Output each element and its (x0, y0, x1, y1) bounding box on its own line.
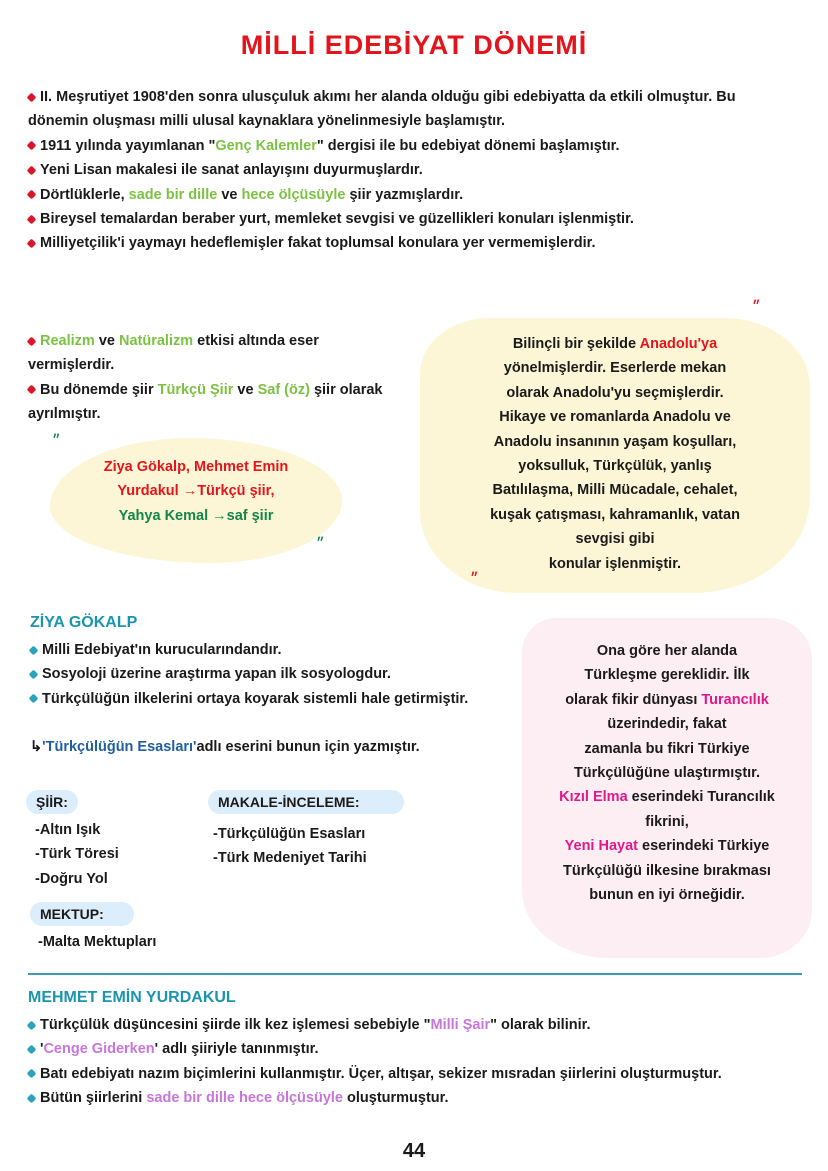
note-line (522, 810, 812, 834)
text-segment: II. Meşrutiyet 1908'den sonra ulusçuluk akımı her alanda olduğu gibi edebiyatta da etkili olmuştur. Bu dönemin oluşması milli ulusal kaynaklara yönelinmesiyle başlamıştır. (28, 89, 736, 130)
text-segment: ' adlı şiiriyle tanınmıştır. (154, 1041, 319, 1058)
note-line (50, 479, 342, 503)
bullet-icon (27, 239, 37, 249)
text-segment: şiir olarak ayrılmıştır. (28, 381, 383, 423)
bullet-icon (27, 1020, 37, 1030)
note-line (430, 552, 800, 576)
intro-list-left (28, 329, 388, 427)
makale-label: MAKALE-İNCELEME: (208, 790, 404, 814)
yurdakul-list (28, 1013, 788, 1111)
note-line (50, 504, 342, 528)
work-title: -Malta Mektupları (38, 934, 157, 950)
text-segment: ↳ (30, 739, 43, 755)
list-item (28, 1037, 788, 1061)
list-item (28, 134, 788, 158)
bullet-icon (27, 165, 37, 175)
note-line (522, 639, 812, 663)
page-number: 44 (402, 1140, 426, 1162)
note-line (522, 761, 812, 785)
note-line (522, 712, 812, 736)
list-item (28, 207, 788, 231)
pink-note (522, 639, 812, 907)
work-title: -Doğru Yol (35, 870, 108, 887)
note-line (522, 737, 812, 761)
note-line (430, 478, 800, 502)
note-line (430, 381, 800, 405)
bullet-icon (29, 670, 39, 680)
text-segment: yoksulluk, Türkçülük, yanlış (518, 458, 712, 475)
text-segment: Bireysel temalardan beraber yurt, memleket sevgisi ve güzellikleri konuları işlenmiştir. (40, 211, 634, 228)
bullet-icon (27, 92, 37, 102)
text-segment: ve (233, 381, 258, 398)
gokalp-note (30, 735, 510, 759)
text-segment: yönelmişlerdir. Eserlerde mekan (503, 360, 727, 377)
bullet-icon (29, 694, 39, 704)
note-line (522, 688, 812, 712)
highlighted-text: Genç Kalemler (215, 137, 317, 154)
highlighted-text: sade bir dille (128, 186, 218, 203)
list-item (28, 85, 788, 134)
gokalp-list (30, 638, 510, 711)
text-segment: oluşturmuştur. (342, 1090, 449, 1107)
text-segment: sevgisi gibi (575, 531, 655, 548)
bullet-icon (27, 1093, 37, 1103)
siir-label: ŞİİR: (26, 790, 78, 814)
text-segment: adlı eserini bunun için yazmıştır. (196, 739, 420, 755)
highlighted-text: Kızıl Elma (559, 789, 628, 806)
work-title: -Altın Işık (35, 822, 101, 838)
text-segment: " olarak bilinir. (490, 1017, 591, 1033)
text-segment: Bu dönemde şiir (40, 381, 158, 398)
decor-mark: ״ (752, 298, 761, 314)
text-segment: ve (94, 333, 119, 349)
list-item (28, 329, 388, 378)
page-title: MİLLİ EDEBİYAT DÖNEMİ (240, 30, 588, 60)
bullet-icon (27, 336, 37, 346)
note-line (430, 405, 800, 429)
note-line (522, 663, 812, 687)
highlighted-text: 'Türkçülüğün Esasları' (42, 739, 197, 755)
text-segment: Bütün şiirlerini (40, 1090, 147, 1107)
bullet-icon (29, 645, 39, 655)
decor-mark: ״ (52, 432, 61, 448)
text-segment: Ona göre her alanda (596, 643, 738, 659)
highlighted-text: Cenge Giderken (43, 1041, 155, 1058)
highlighted-text: Turancılık (701, 691, 769, 708)
note-line (522, 859, 812, 883)
highlighted-text: Realizm (40, 333, 95, 349)
text-segment: Bilinçli bir şekilde (512, 336, 640, 352)
text-segment: 1911 yılında yayımlanan " (40, 137, 216, 154)
note-line (430, 430, 800, 454)
highlighted-text: Anadolu'ya (639, 336, 718, 352)
text-segment: Türkçülüğün ilkelerini ortaya koyarak sistemli hale getirmiştir. (42, 690, 469, 707)
text-segment: olarak fikir dünyası (565, 691, 702, 708)
note-line (522, 785, 812, 809)
highlighted-text: hece ölçüsüyle (241, 186, 346, 203)
bullet-icon (27, 1045, 37, 1055)
text-segment: etkisi altında eser vermişlerdir. (28, 333, 319, 374)
decor-mark: ״ (470, 570, 479, 586)
bullet-icon (27, 214, 37, 224)
siir-list (35, 818, 119, 891)
highlighted-text: Türkçü Şiir (157, 381, 234, 398)
text-segment: üzerindedir, fakat (607, 716, 727, 733)
text-segment: kuşak çatışması, kahramanlık, vatan (490, 506, 740, 523)
highlighted-text: Natüralizm (119, 333, 194, 349)
note-line (430, 332, 800, 356)
text-segment: Türkçülüğü ilkesine bırakması (563, 862, 771, 879)
work-title: -Türk Medeniyet Tarihi (213, 850, 367, 867)
text-segment: ve (217, 186, 242, 203)
text-segment: konular işlenmiştir. (548, 555, 682, 572)
decor-mark: ״ (316, 535, 325, 551)
bullet-icon (27, 385, 37, 395)
note-line (430, 527, 800, 551)
text-segment: Milli Edebiyat'ın kurucularındandır. (42, 642, 282, 658)
text-segment: Anadolu insanının yaşam koşulları, (493, 433, 737, 450)
list-item (28, 183, 788, 207)
text-segment: Dörtlüklerle, (40, 186, 129, 203)
makale-list (213, 822, 367, 871)
note-line (430, 503, 800, 527)
mektup-list (38, 930, 156, 954)
text-segment: Milliyetçilik'i yaymayı hedeflemişler fakat toplumsal konulara yer vermemişlerdir. (40, 235, 596, 252)
text-segment: eserindeki Turancılık (627, 789, 775, 806)
list-item (28, 1086, 788, 1110)
text-segment: eserindeki Türkiye (637, 838, 770, 855)
mektup-label: MEKTUP: (30, 902, 134, 926)
highlighted-text: Milli Şair (430, 1017, 491, 1033)
text-segment: fikrini, (645, 813, 689, 830)
list-item (28, 1013, 788, 1037)
work-title: -Türkçülüğün Esasları (213, 826, 366, 842)
text-segment: " dergisi ile bu edebiyat dönemi başlamıştır. (316, 137, 620, 154)
text-segment: Hikaye ve romanlarda Anadolu ve (499, 409, 731, 426)
text-segment: şiir yazmışlardır. (345, 186, 464, 203)
list-item (28, 231, 788, 255)
highlighted-text: Saf (öz) (257, 381, 310, 398)
small-note (50, 455, 342, 528)
highlighted-text: Yeni Hayat (564, 838, 638, 855)
text-segment: olarak Anadolu'yu seçmişlerdir. (506, 384, 724, 401)
text-segment: Türkçülüğüne ulaştırmıştır. (573, 765, 761, 782)
list-item (30, 687, 510, 711)
text-segment: zamanla bu fikri Türkiye (584, 740, 750, 757)
text-segment: Yeni Lisan makalesi ile sanat anlayışını duyurmuşlardır. (40, 162, 423, 179)
text-segment: Türkleşme gereklidir. İlk (584, 667, 750, 684)
text-segment: Sosyoloji üzerine araştırma yapan ilk sosyologdur. (42, 666, 391, 683)
highlighted-text: Yurdakul →Türkçü şiir, (117, 483, 275, 500)
text-segment: bunun en iyi örneğidir. (589, 887, 745, 904)
text-segment: Batılılaşma, Milli Mücadale, cehalet, (492, 482, 738, 499)
bullet-icon (27, 190, 37, 200)
text-segment: ' (40, 1041, 44, 1058)
section-divider (28, 973, 802, 975)
yurdakul-heading: MEHMET EMİN YURDAKUL (28, 989, 236, 1006)
note-line (430, 454, 800, 478)
highlighted-text: sade bir dille hece ölçüsüyle (146, 1090, 343, 1107)
work-title: -Türk Töresi (35, 846, 119, 863)
list-item (28, 158, 788, 182)
note-line (522, 834, 812, 858)
highlighted-text: Yahya Kemal →saf şiir (118, 507, 274, 524)
text-segment: Batı edebiyatı nazım biçimlerini kullanmıştır. Üçer, altışar, sekizer mısradan şiirlerini oluşturmuştur. (40, 1065, 722, 1082)
big-note (430, 332, 800, 576)
highlighted-text: Ziya Gökalp, Mehmet Emin (103, 459, 289, 475)
intro-list (28, 85, 788, 256)
list-item (30, 638, 510, 662)
text-segment: Türkçülük düşüncesini şiirde ilk kez işlemesi sebebiyle " (40, 1017, 431, 1033)
note-line (430, 356, 800, 380)
note-line (522, 883, 812, 907)
bullet-icon (27, 141, 37, 151)
gokalp-heading: ZİYA GÖKALP (30, 614, 138, 631)
note-line (50, 455, 342, 479)
list-item (28, 1062, 788, 1086)
list-item (30, 662, 510, 686)
bullet-icon (27, 1069, 37, 1079)
list-item (28, 378, 388, 427)
